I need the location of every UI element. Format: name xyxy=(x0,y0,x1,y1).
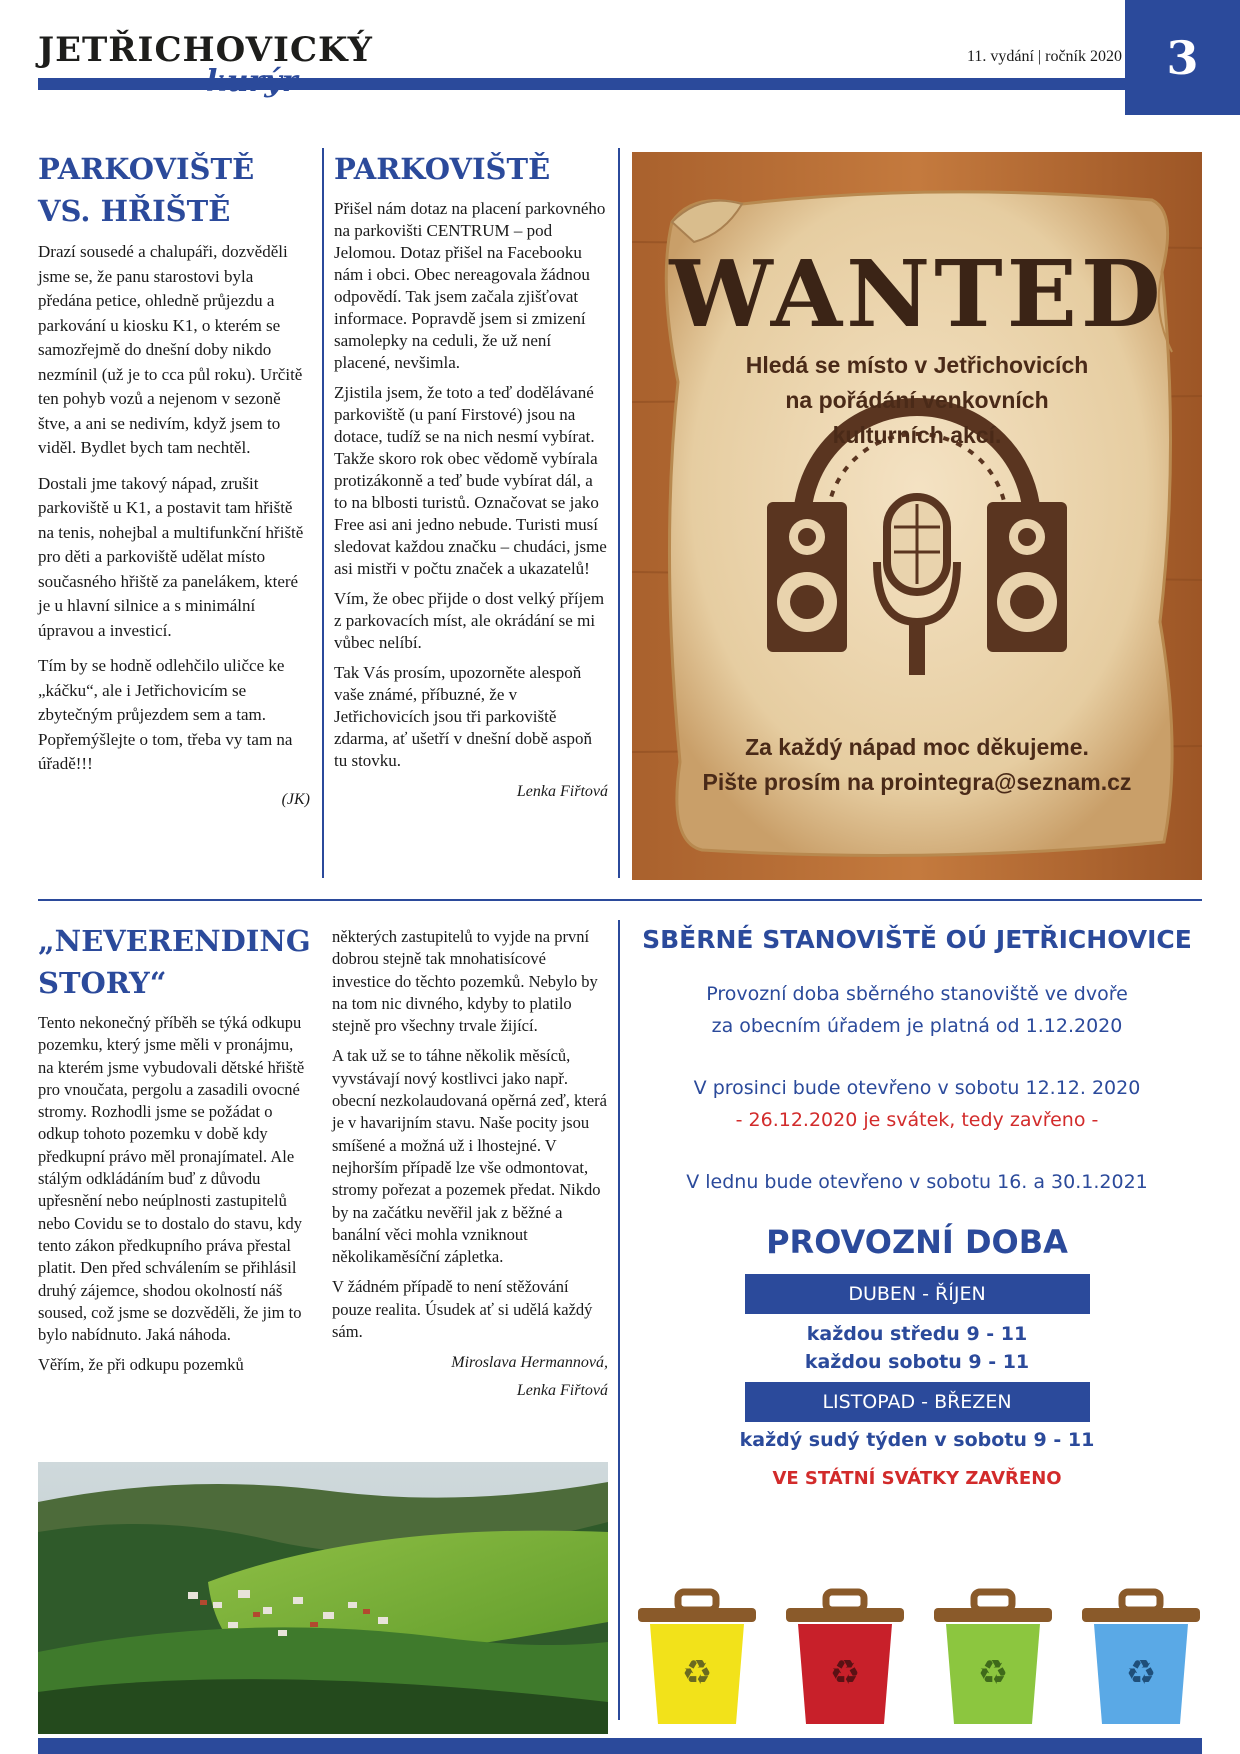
poster-description: Hledá se místo v Jetřichovicích na pořádání venkovních kulturních akcí. xyxy=(745,352,1089,448)
december-note: - 26.12.2020 je svátek, tedy zavřeno - xyxy=(735,1109,1099,1131)
article-signature: Miroslava Hermannová, Lenka Fiřtová xyxy=(451,1354,608,1400)
recycle-icon: ♻ xyxy=(977,1653,1009,1693)
article-paragraph: Přišel nám dotaz na placení parkovného na parkovišti CENTRUM – pod Jelomou. Dotaz přišel na Facebooku nám i obci. Obec nereagovala žádnou odpovědí. Tak jsem začala zjišťovat informace. Popravdě jsem si zmizení samolepky na ceduli, že už není placené, nevšimla. xyxy=(334,199,606,372)
collection-point-notice xyxy=(632,920,1202,1494)
issue-info: 11. vydání | ročník 2020 xyxy=(966,48,1122,65)
speaker-icon xyxy=(767,502,847,652)
article-paragraph: Tak Vás prosím, upozorněte alespoň vaše známé, příbuzné, že v Jetřichovicích jsou tři parkoviště zdarma, ať ušetří v dnešní době aspoň tu stovku. xyxy=(334,663,592,770)
article-signature: Lenka Fiřtová xyxy=(516,783,608,800)
december-opening: V prosinci bude otevřeno v sobotu 12.12. 2020 xyxy=(693,1077,1141,1099)
collection-intro-line: za obecním úřadem je platná od 1.12.2020 xyxy=(711,1015,1123,1037)
january-opening: V lednu bude otevřeno v sobotu 16. a 30.1.2021 xyxy=(686,1171,1148,1193)
recycle-bin-yellow xyxy=(638,1592,756,1724)
recycling-bins xyxy=(632,1572,1202,1732)
article-paragraph: některých zastupitelů to vyjde na první dobrou stejně tak mnohatisícové investice do těchto pozemků. Nebylo by na tom nic divného, kdyby to platilo stejně pro všechny trvale žijící. xyxy=(332,927,598,1036)
recycle-icon: ♻ xyxy=(681,1653,713,1693)
section-divider xyxy=(38,899,1202,901)
landscape-photo xyxy=(38,1462,608,1734)
column-divider xyxy=(618,920,620,1720)
recycle-bin-green xyxy=(934,1592,1052,1724)
article-paragraph: A tak už se to táhne několik měsíců, vyvstávají nový kostlivci jako např. obecní nezkolaudovaná opěrná zeď, která je v havarijním stavu. Naše pocity jsou smíšené a možná už i lhostejné. V nejhorším případě lze vše odmontovat, stromy pořezat a pozemek předat. Nikdo by na začátku nevěřil jak z běžné a banální věci mohla vzniknout několikaměsíční zápletka. xyxy=(332,1046,607,1267)
article-signature: (JK) xyxy=(281,790,310,808)
holiday-note: VE STÁTNÍ SVÁTKY ZAVŘENO xyxy=(772,1468,1062,1489)
article-paragraph: Vím, že obec přijde o dost velký příjem z parkovacích míst, ale okrádání se mi vůbec nelíbí. xyxy=(334,589,605,652)
article-paragraph: Tím by se hodně odlehčilo uličce ke „káčku“, ale i Jetřichovicím se zbytečným průjezdem sem a tam. Popřemýšlejte o tom, třeba vy tam na úřadě!!! xyxy=(38,656,293,773)
recycle-icon: ♻ xyxy=(829,1653,861,1693)
article-neverending-story-continued xyxy=(332,926,608,1405)
speaker-icon xyxy=(987,502,1067,652)
header-rule xyxy=(38,78,1126,90)
article-paragraph: Zjistila jsem, že toto a teď dodělávané parkoviště (u paní Firstové) jsou na dotace, tudíž se na nich nesmí vybírat. Takže skoro rok obec vědomě vybírala protizákonně a teď bude vybírat dál, a to na blbosti turistů. Označovat se jako Free asi ani jedno nebude. Turisti musí sledovat každou značku – chudáci, jsme asi mistři v počtu značek a ukazatelů! xyxy=(334,383,607,578)
article-paragraph: Dostali jme takový nápad, zrušit parkoviště u K1, a postavit tam hřiště na tenis, nohejbal a multifunkční hřiště pro děti a parkoviště udělat místo současného hřiště za panelákem, které je u hlavní silnice a s minimální úpravou a investicí. xyxy=(38,473,304,640)
hours-title: PROVOZNÍ DOBA xyxy=(766,1223,1068,1261)
recycle-icon: ♻ xyxy=(1125,1653,1157,1693)
masthead xyxy=(38,30,373,110)
season-hours: každou středu 9 - 11 xyxy=(806,1323,1028,1345)
article-paragraph: V žádném případě to není stěžování pouze realita. Úsudek ať si udělá každý sám. xyxy=(332,1277,593,1342)
wanted-poster xyxy=(632,152,1202,880)
article-parkoviste xyxy=(334,148,608,805)
season-band-winter: LISTOPAD - BŘEZEN xyxy=(745,1382,1090,1422)
wanted-headline: WANTED xyxy=(669,240,1165,348)
article-title: „NEVERENDING STORY“ xyxy=(38,924,311,1000)
article-paragraph: Věřím, že při odkupu pozemků xyxy=(38,1355,244,1375)
collection-intro-line: Provozní doba sběrného stanoviště ve dvoře xyxy=(706,983,1128,1005)
season-hours: každou sobotu 9 - 11 xyxy=(804,1351,1030,1373)
recycle-bin-blue xyxy=(1082,1592,1200,1724)
season-hours: každý sudý týden v sobotu 9 - 11 xyxy=(739,1429,1095,1451)
footer-bar xyxy=(38,1738,1202,1754)
poster-thanks: Za každý nápad moc děkujeme. Pište prosím na prointegra@seznam.cz xyxy=(702,734,1132,795)
column-divider xyxy=(618,148,620,878)
masthead-title: JETŘICHOVICKÝ xyxy=(38,30,373,70)
article-parkoviste-vs-hriste xyxy=(38,148,310,812)
recycle-bin-red xyxy=(786,1592,904,1724)
collection-title: SBĚRNÉ STANOVIŠTĚ OÚ JETŘICHOVICE xyxy=(642,925,1192,954)
article-paragraph: Drazí sousedé a chalupáři, dozvěděli jsme se, že panu starostovi byla předána petice, ohledně průjezdu a parkování u kiosku K1, o kterém se samozřejmě do dnešní doby nikdo nezmínil (už je to cca půl roku). Určitě ten pohyb vozů a nejenom v sezoně štve, a ani se nedivím, když jsem to viděl. Bydlet bych tam nechtěl. xyxy=(38,242,303,457)
article-neverending-story xyxy=(38,920,310,1388)
column-divider xyxy=(322,148,324,878)
season-band-summer: DUBEN - ŘÍJEN xyxy=(745,1274,1090,1314)
page-number: 3 xyxy=(1125,0,1240,115)
article-title: PARKOVIŠTĚ VS. HŘIŠTĚ xyxy=(38,152,255,228)
article-paragraph: Tento nekonečný příběh se týká odkupu pozemku, který jsme měli v pronájmu, na kterém jsme vybudovali dětské hřiště pro vnoučata, pergolu a zasadili ovocné stromy. Rozhodli jsme se požádat o odkup tohoto pozemku v době kdy předkupní právo měl pronajímatel. Ale stálým odkládáním buď z důvodu upřesnění nebo neúplnosti zastupitelů nebo Covidu se to dostalo do stavu, kdy tento zákon předkupního práva přestal platit. Den před schválením se přihlásil druhý zájemce, shodou okolností náš soused, což jsme se dozvěděli, že jim to bylo nabídnuto. Jaká náhoda. xyxy=(38,1013,305,1345)
article-title: PARKOVIŠTĚ xyxy=(334,152,551,186)
